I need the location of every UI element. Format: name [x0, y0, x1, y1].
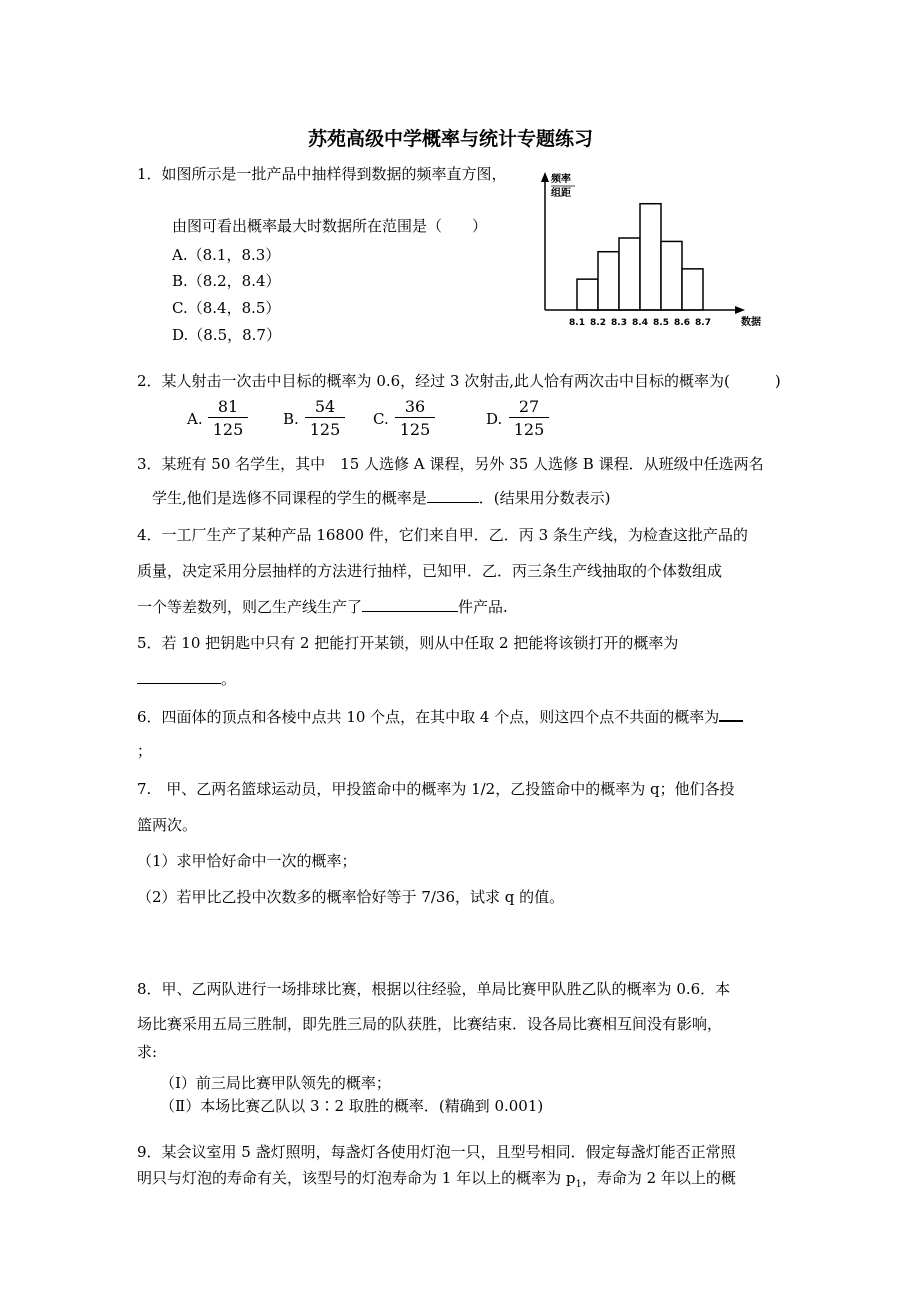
question-5-line-2	[137, 668, 236, 689]
question-3-text: 学生,他们是选修不同课程的学生的概率是	[152, 489, 427, 507]
subscript: 1	[575, 1179, 582, 1190]
fraction-numerator: 27	[509, 397, 549, 418]
x-tick-label: 8.3	[611, 318, 627, 328]
page-title: 苏苑高级中学概率与统计专题练习	[308, 128, 594, 150]
question-2-option-c-fraction	[395, 397, 435, 439]
frequency-histogram	[535, 160, 775, 335]
histogram-bar	[619, 238, 640, 310]
histogram-bar	[598, 252, 619, 310]
x-tick-label: 8.2	[590, 318, 606, 328]
y-axis-arrow-icon	[541, 172, 549, 182]
answer-blank[interactable]	[137, 669, 221, 684]
x-tick-label: 8.4	[632, 318, 648, 328]
question-8-line-3: 求:	[137, 1043, 158, 1061]
question-5-line-1: 5．若 10 把钥匙中只有 2 把能打开某锁，则从中任取 2 把能将该锁打开的概率为	[137, 634, 679, 652]
question-2-stem: 2．某人射击一次击中目标的概率为 0.6，经过 3 次射击,此人恰有两次击中目标的概率为( )	[137, 372, 781, 390]
question-9-text-end: ，寿命为 2 年以上的概	[581, 1169, 736, 1187]
question-4-text: 一个等差数列，则乙生产线生产了	[137, 598, 363, 616]
question-1-option-b: B.（8.2，8.4）	[172, 272, 281, 290]
question-6-text: 6．四面体的顶点和各棱中点共 10 个点，在其中取 4 个点，则这四个点不共面的概率为	[137, 708, 720, 726]
fraction-denominator: 125	[399, 420, 431, 439]
question-7-part-1: （1）求甲恰好命中一次的概率；	[137, 852, 357, 870]
question-5-text-end: 。	[221, 670, 237, 688]
y-label-bottom: 组距	[551, 188, 571, 199]
question-1-stem-cont: 由图可看出概率最大时数据所在范围是（ ）	[172, 217, 488, 235]
y-label-top: 频率	[551, 174, 571, 185]
question-9-line-2	[137, 1167, 736, 1190]
question-3-line-2	[152, 487, 611, 508]
question-2-option-b-label: B.	[283, 410, 299, 428]
x-tick-label: 8.5	[653, 318, 669, 328]
x-axis-arrow-icon	[735, 306, 745, 314]
x-tick-label: 8.6	[674, 318, 690, 328]
question-9-line-1: 9．某会议室用 5 盏灯照明，每盏灯各使用灯泡一只，且型号相同．假定每盏灯能否正常照	[137, 1143, 736, 1161]
question-2-option-d-fraction	[509, 397, 549, 439]
fraction-denominator: 125	[309, 420, 341, 439]
histogram-bar	[640, 204, 661, 310]
histogram-bar	[577, 279, 598, 310]
question-3-text-end: ．(结果用分数表示)	[478, 489, 611, 507]
x-tick-label: 8.1	[569, 318, 585, 328]
answer-blank[interactable]	[427, 488, 479, 503]
fraction-numerator: 36	[395, 397, 435, 418]
question-3-line-1: 3．某班有 50 名学生，其中 15 人选修 A 课程，另外 35 人选修 B 课程．从班级中任选两名	[137, 455, 764, 473]
x-tick-label: 8.7	[695, 318, 711, 328]
question-7-line-1: 7. 甲、乙两名篮球运动员，甲投篮命中的概率为 1/2，乙投篮命中的概率为 q；他们各投	[137, 780, 735, 798]
question-4-line-1: 4．一工厂生产了某种产品 16800 件，它们来自甲．乙．丙 3 条生产线，为检查这批产品的	[137, 526, 748, 544]
fraction-denominator: 125	[212, 420, 244, 439]
question-8-part-1: （Ⅰ）前三局比赛甲队领先的概率；	[160, 1074, 391, 1092]
question-1-option-d: D.（8.5，8.7）	[172, 326, 281, 344]
fraction-numerator: 81	[208, 397, 248, 418]
question-8-line-1: 8．甲、乙两队进行一场排球比赛，根据以往经验，单局比赛甲队胜乙队的概率为 0.6．本	[137, 980, 731, 998]
question-1-option-a: A.（8.1，8.3）	[172, 246, 281, 264]
question-1-stem: 1．如图所示是一批产品中抽样得到数据的频率直方图，	[137, 165, 507, 183]
question-2-option-d-label: D.	[486, 410, 503, 428]
answer-blank[interactable]	[719, 706, 743, 722]
x-label: 数据	[741, 317, 761, 328]
fraction-numerator: 54	[305, 397, 345, 418]
question-8-part-2: （Ⅱ）本场比赛乙队以 3∶2 取胜的概率．(精确到 0.001)	[160, 1097, 544, 1115]
histogram-bar	[661, 241, 682, 310]
question-2-option-a-label: A.	[187, 410, 203, 428]
answer-blank[interactable]	[362, 597, 458, 612]
fraction-denominator: 125	[513, 420, 545, 439]
question-1-option-c: C.（8.4，8.5）	[172, 299, 281, 317]
question-9-text: 明只与灯泡的寿命有关，该型号的灯泡寿命为 1 年以上的概率为 p	[137, 1169, 576, 1187]
question-7-line-2: 篮两次。	[137, 816, 198, 834]
question-7-part-2: （2）若甲比乙投中次数多的概率恰好等于 7/36，试求 q 的值。	[137, 888, 565, 906]
question-6-line-2: ；	[137, 742, 153, 760]
question-6-line-1	[137, 706, 743, 727]
question-2-option-a-fraction	[208, 397, 248, 439]
question-8-line-2: 场比赛采用五局三胜制，即先胜三局的队获胜，比赛结束．设各局比赛相互间没有影响，	[137, 1015, 723, 1033]
histogram-bar	[682, 269, 703, 310]
question-4-line-2: 质量，决定采用分层抽样的方法进行抽样，已知甲．乙．丙三条生产线抽取的个体数组成	[137, 562, 723, 580]
question-2-option-c-label: C.	[373, 410, 389, 428]
question-4-text-end: 件产品.	[458, 598, 508, 616]
question-2-option-b-fraction	[305, 397, 345, 439]
question-4-line-3	[137, 596, 508, 617]
